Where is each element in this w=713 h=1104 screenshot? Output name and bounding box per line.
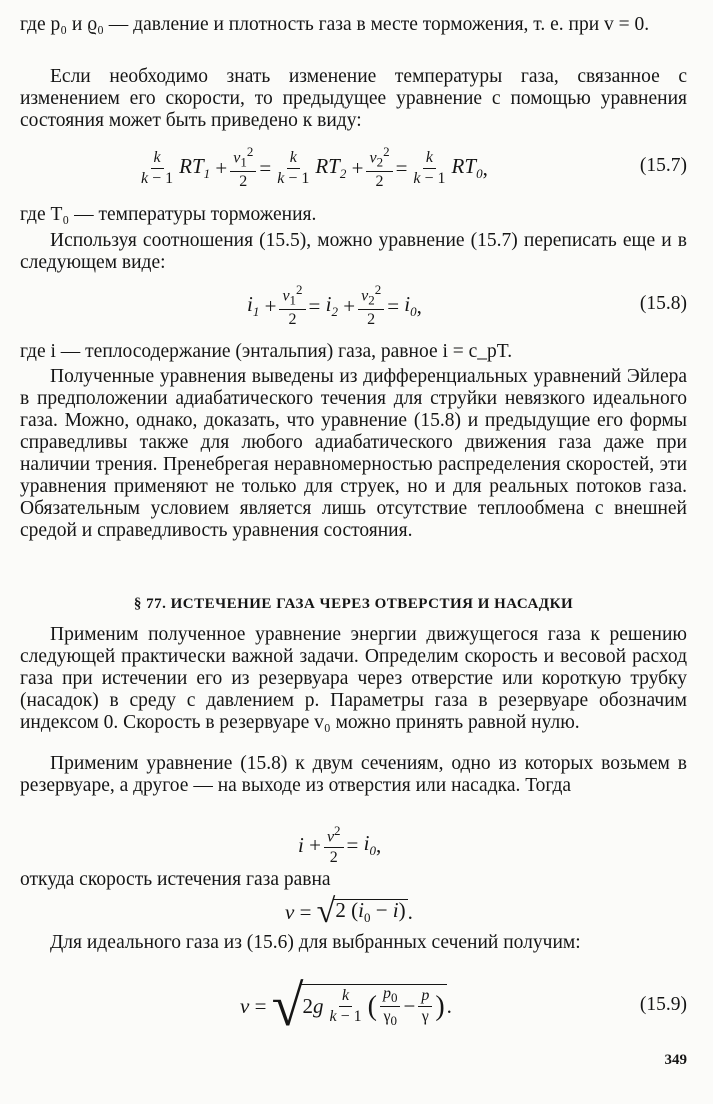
paragraph-7: Применим полученное уравнение энергии движущегося газа к решению следующей практически важной задачи. Определим скорость и весовой расход газа при истечении его из резервуара через отверстие или короткую трубку (насадок) в среду с давлением p. Параметры газа в резервуаре обозначим индексом 0. Скорость в резервуаре v₀ можно принять равной нулю. — [20, 624, 687, 733]
equation-number-15-8: (15.8) — [639, 293, 687, 314]
paragraph-3: где T₀ — температуры торможения. — [20, 204, 317, 225]
paragraph-1: где p₀ и ϱ₀ — давление и плотность газа в месте торможения, т. е. при v = 0. — [20, 14, 650, 35]
paragraph-9: откуда скорость истечения газа равна — [20, 869, 331, 890]
formula-15-8: $i_1$ + $\frac{v_1^2}{2}$ = $i_2$ + $\frac{v_2^2}{2}$ = $i_0$ , — [247, 282, 422, 329]
formula-velocity: v = √ 2 $(i_0 - i)$ . — [285, 893, 413, 930]
paragraph-8: Применим уравнение (15.8) к двум сечениям, одно из которых возьмем в резервуаре, а другое — на выходе из отверстия или насадка. Тогда — [20, 753, 687, 796]
formula-energy: i + $\frac{v^2}{2}$ = $i_0$ , — [298, 822, 382, 866]
paragraph-10: Для идеального газа из (15.6) для выбранных сечений получим: — [50, 932, 581, 953]
section-heading: § 77. ИСТЕЧЕНИЕ ГАЗА ЧЕРЕЗ ОТВЕРСТИЯ И НАСАДКИ — [133, 596, 574, 612]
formula-15-9: v = √ 2 g $\frac{k}{k - 1}$ ( $\frac{p_0}{\gamma_0}$ − $\frac{p}{\gamma}$ ) . — [240, 973, 452, 1038]
formula-15-7: $\frac{k}{k - 1}$ $RT_1$ + $\frac{v_1^2}{2}$ = $\frac{k}{k - 1}$ $RT_2$ + $\frac{v_2^2}{2}$ = $\frac{k}{k - 1}$ $RT_0$ , — [141, 144, 488, 191]
equation-number-15-7: (15.7) — [639, 155, 687, 176]
paragraph-5: где i — теплосодержание (энтальпия) газа, равное i = c_pT. — [20, 341, 513, 362]
paragraph-4: Используя соотношения (15.5), можно уравнение (15.7) переписать еще и в следующем виде: — [20, 230, 687, 273]
equation-number-15-9: (15.9) — [639, 994, 687, 1015]
paragraph-6: Полученные уравнения выведены из дифференциальных уравнений Эйлера в предположении адиабатического течения для струйки невязкого идеального газа. Можно, однако, доказать, что уравнение (15.8) и предыдущие его формы справедливы также для любого адиабатического движения газа даже при наличии трения. Пренебрегая неравномерностью распределения скоростей, эти уравнения применяют не только для струек, но и для реальных потоков газа. Обязательным условием является лишь отсутствие теплообмена с внешней средой и справедливость уравнения состояния. — [20, 366, 687, 541]
page-number: 349 — [664, 1052, 687, 1068]
paragraph-2: Если необходимо знать изменение температуры газа, связанное с изменением его скорости, то предыдущее уравнение с помощью уравнения состояния может быть приведено к виду: — [20, 66, 687, 131]
